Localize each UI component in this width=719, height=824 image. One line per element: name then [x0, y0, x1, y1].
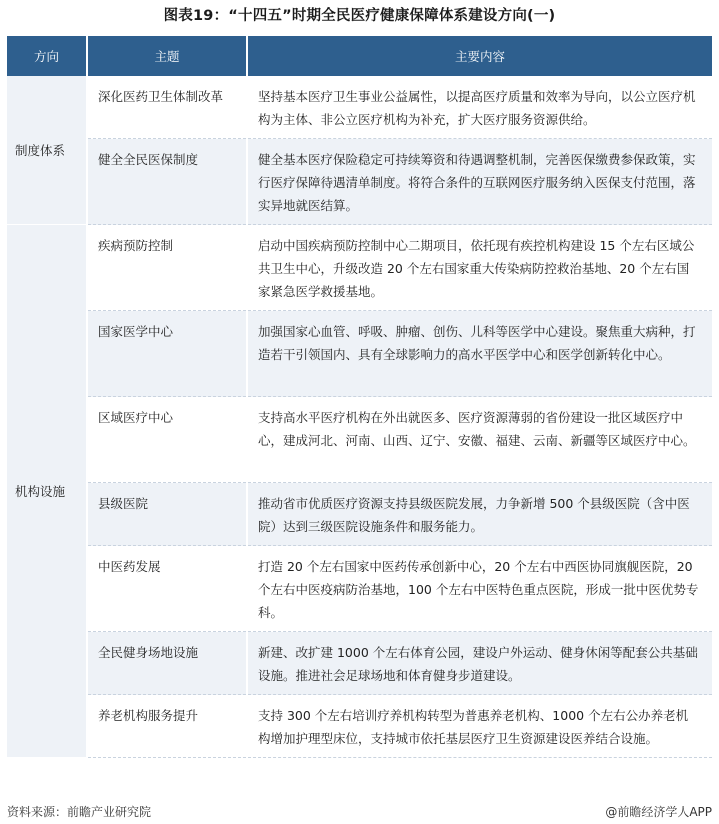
- table-row: [7, 695, 712, 758]
- table-row: [7, 632, 712, 695]
- topic-cell: 健全全民医保制度: [87, 139, 247, 225]
- direction-cell: 制度体系: [7, 76, 87, 225]
- topic-cell: 国家医学中心: [87, 311, 247, 397]
- table-header-row: [7, 36, 712, 76]
- topic-cell: 县级医院: [87, 483, 247, 546]
- header-direction: 方向: [7, 36, 87, 76]
- table-row: [7, 139, 712, 225]
- topic-cell: 深化医药卫生体制改革: [87, 76, 247, 139]
- topic-cell: 疾病预防控制: [87, 225, 247, 311]
- content-cell: 健全基本医疗保险稳定可持续筹资和待遇调整机制，完善医保缴费参保政策，实行医疗保障待遇清单制度。将符合条件的互联网医疗服务纳入医保支付范围，落实异地就医结算。: [247, 139, 712, 225]
- brand-credit: @前瞻经济学人APP: [605, 805, 712, 819]
- source-note: 资料来源：前瞻产业研究院: [7, 805, 152, 819]
- topic-cell: 养老机构服务提升: [87, 695, 247, 758]
- table-row: [7, 225, 712, 311]
- content-cell: 打造 20 个左右国家中医药传承创新中心，20 个左右中西医协同旗舰医院，20 个左右中医疫病防治基地，100 个左右中医特色重点医院，形成一批中医优势专科。: [247, 546, 712, 632]
- topic-cell: 区域医疗中心: [87, 397, 247, 483]
- chart-title: 图表19：“十四五”时期全民医疗健康保障体系建设方向(一): [163, 8, 556, 24]
- content-cell: 支持高水平医疗机构在外出就医多、医疗资源薄弱的省份建设一批区域医疗中心，建成河北、河南、山西、辽宁、安徽、福建、云南、新疆等区域医疗中心。: [247, 397, 712, 483]
- header-content: 主要内容: [247, 36, 712, 76]
- table-row: [7, 311, 712, 397]
- content-cell: 支持 300 个左右培训疗养机构转型为普惠养老机构、1000 个左右公办养老机构增加护理型床位，支持城市依托基层医疗卫生资源建设医养结合设施。: [247, 695, 712, 758]
- topic-cell: 全民健身场地设施: [87, 632, 247, 695]
- policy-table: [7, 36, 712, 758]
- table-row: [7, 483, 712, 546]
- content-cell: 加强国家心血管、呼吸、肿瘤、创伤、儿科等医学中心建设。聚焦重大病种，打造若干引领国内、具有全球影响力的高水平医学中心和医学创新转化中心。: [247, 311, 712, 397]
- table-row: [7, 546, 712, 632]
- table-row: [7, 397, 712, 483]
- footer: [7, 803, 712, 820]
- topic-cell: 中医药发展: [87, 546, 247, 632]
- content-cell: 坚持基本医疗卫生事业公益属性，以提高医疗质量和效率为导向，以公立医疗机构为主体、非公立医疗机构为补充，扩大医疗服务资源供给。: [247, 76, 712, 139]
- direction-cell: 机构设施: [7, 225, 87, 758]
- content-cell: 新建、改扩建 1000 个左右体育公园，建设户外运动、健身休闲等配套公共基础设施。推进社会足球场地和体育健身步道建设。: [247, 632, 712, 695]
- content-cell: 启动中国疾病预防控制中心二期项目，依托现有疾控机构建设 15 个左右区域公共卫生中心，升级改造 20 个左右国家重大传染病防控救治基地、20 个左右国家紧急医学救援基地。: [247, 225, 712, 311]
- content-cell: 推动省市优质医疗资源支持县级医院发展，力争新增 500 个县级医院（含中医院）达到三级医院设施条件和服务能力。: [247, 483, 712, 546]
- header-topic: 主题: [87, 36, 247, 76]
- table-row: [7, 76, 712, 139]
